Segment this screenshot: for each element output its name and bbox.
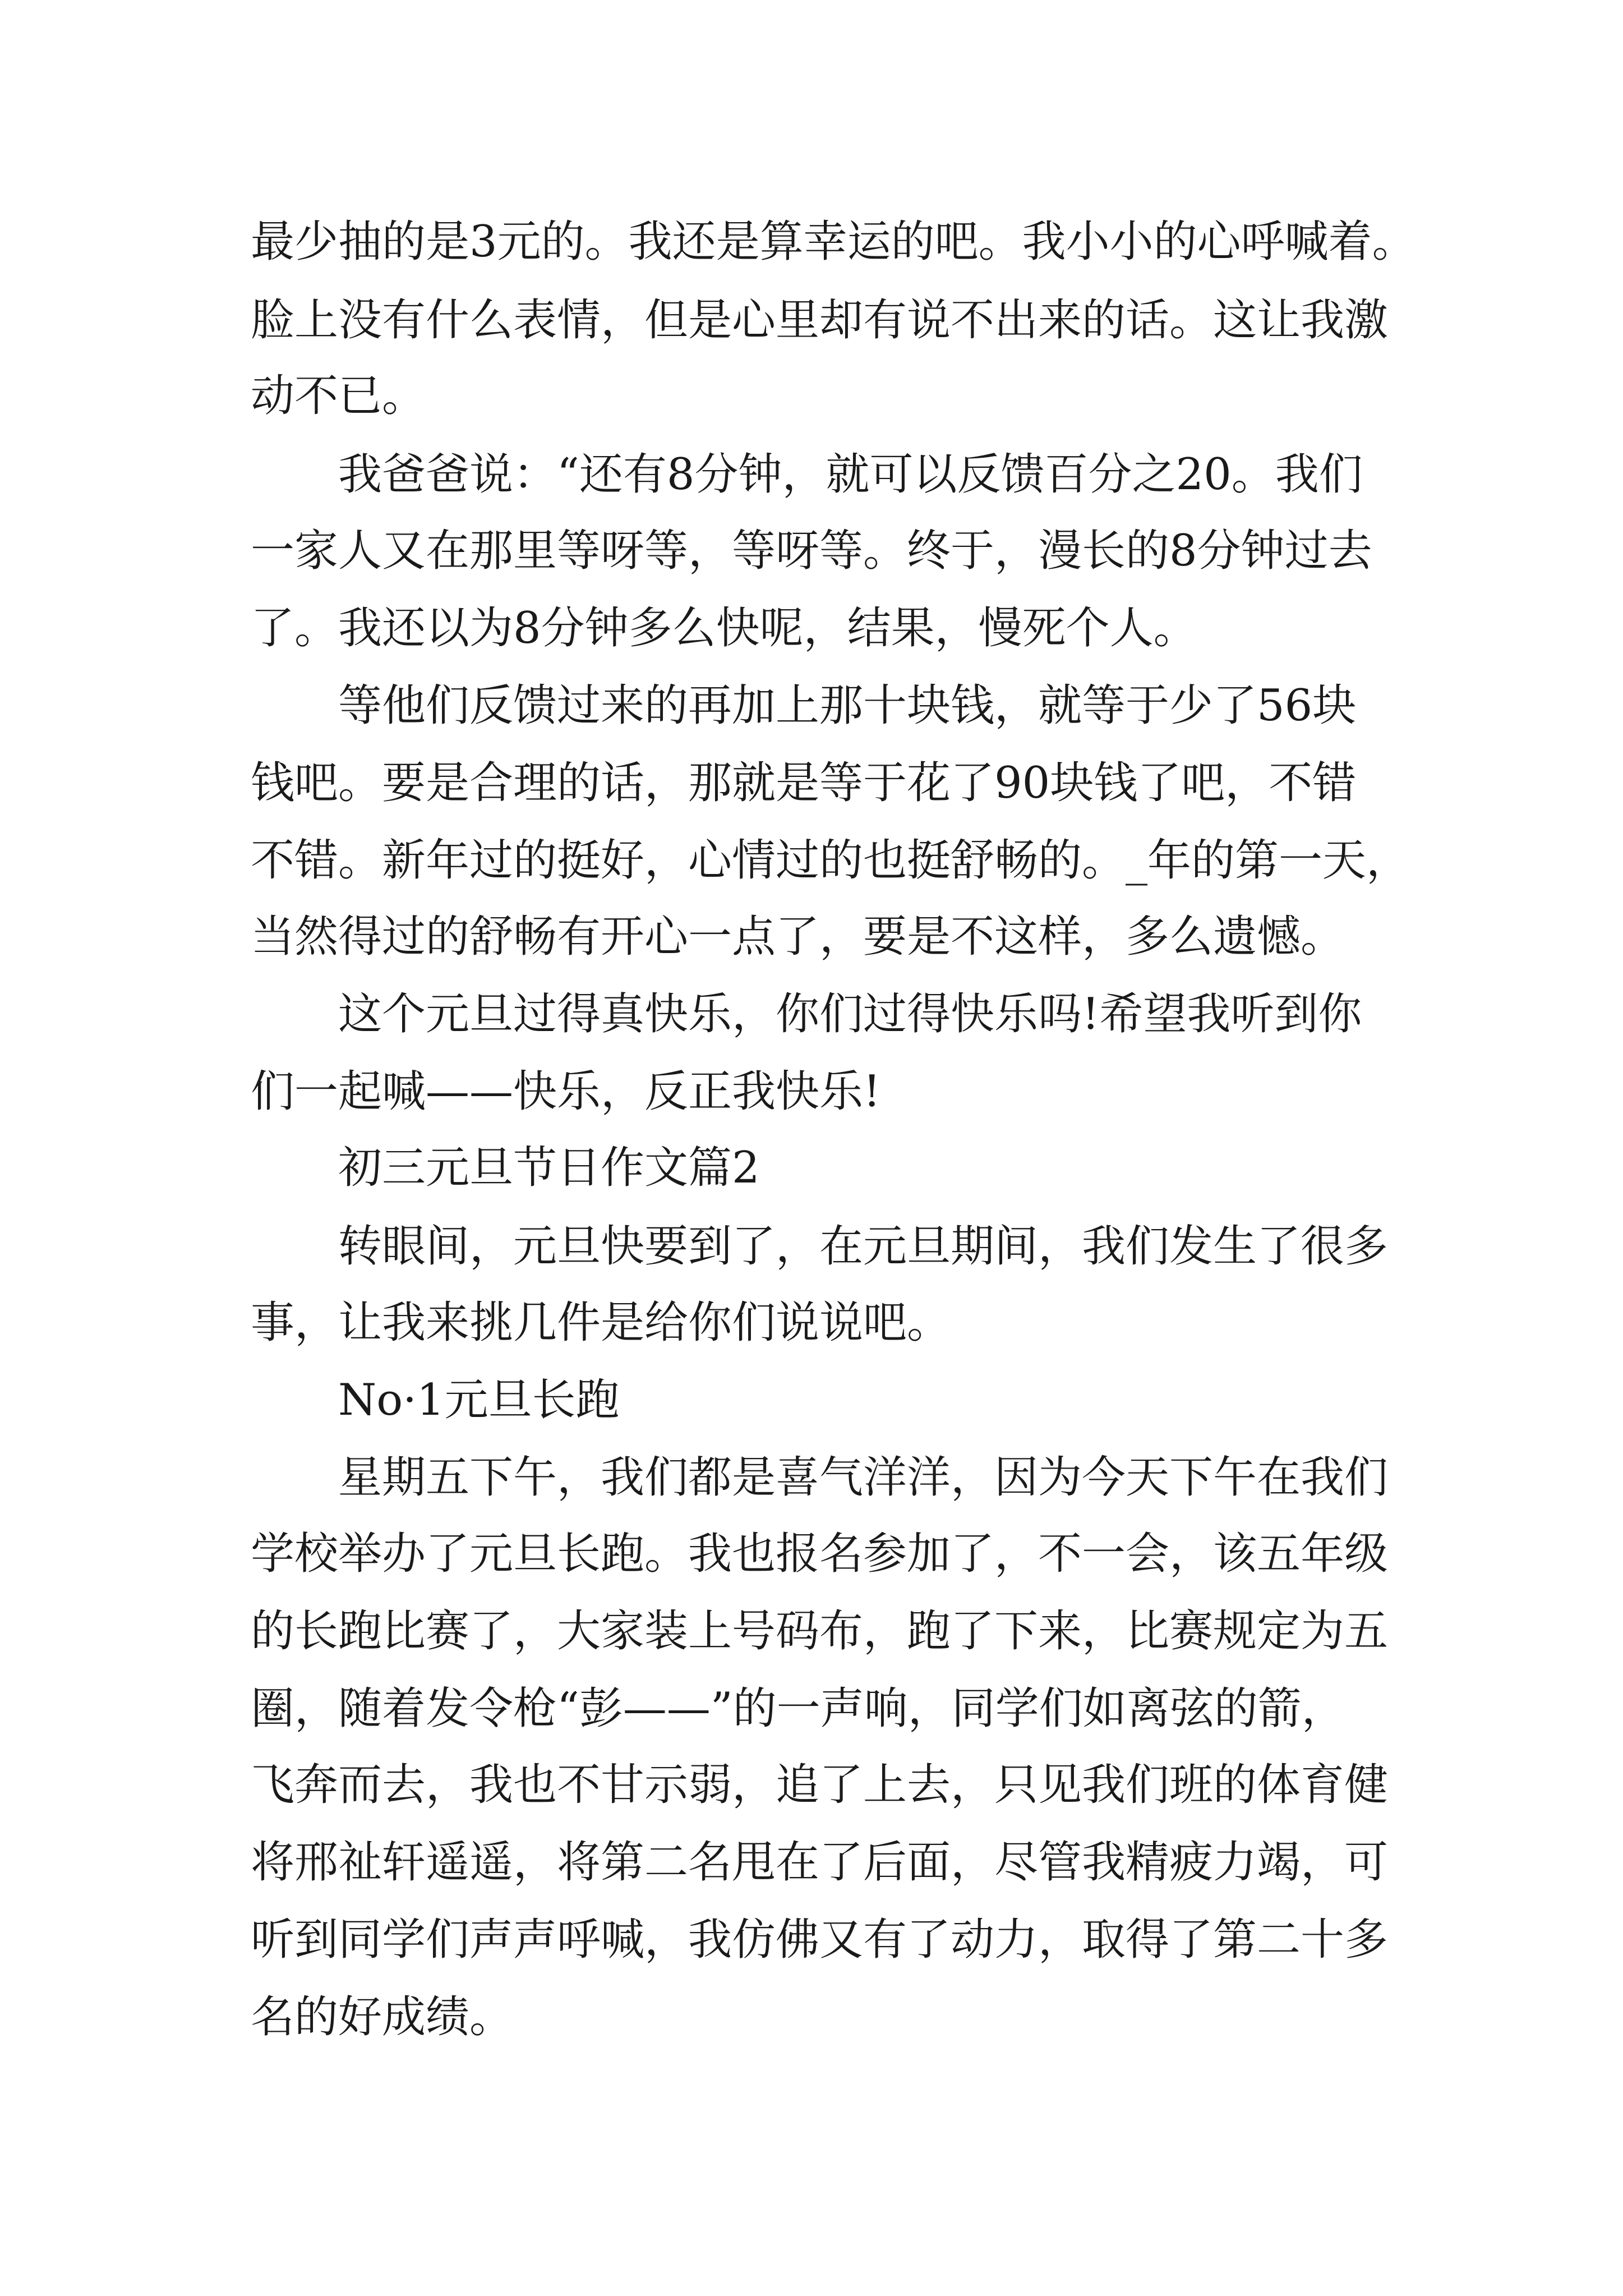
text-line: 将邢祉轩遥遥，将第二名甩在了后面，尽管我精疲力竭，可 <box>251 1837 1389 1888</box>
text-line: 我爸爸说：“还有8分钟，就可以反馈百分之20。我们 <box>338 449 1363 500</box>
text-line: 这个元旦过得真快乐，你们过得快乐吗!希望我听到你 <box>338 989 1362 1039</box>
text-line: 的长跑比赛了，大家装上号码布，跑了下来，比赛规定为五 <box>251 1606 1389 1657</box>
text-line: 钱吧。要是合理的话，那就是等于花了90块钱了吧，不错 <box>251 758 1357 808</box>
text-line: 等他们反馈过来的再加上那十块钱，就等于少了56块 <box>338 680 1357 731</box>
text-line: 飞奔而去，我也不甘示弱，追了上去，只见我们班的体育健 <box>251 1760 1389 1810</box>
text-line: 转眼间，元旦快要到了，在元旦期间，我们发生了很多 <box>338 1221 1389 1272</box>
text-line: 们一起喊——快乐，反正我快乐! <box>251 1066 881 1117</box>
text-line: 听到同学们声声呼喊，我仿佛又有了动力，取得了第二十多 <box>251 1915 1389 1965</box>
text-line: 一家人又在那里等呀等，等呀等。终于，漫长的8分钟过去 <box>251 526 1372 576</box>
text-line: 事，让我来挑几件是给你们说说吧。 <box>251 1297 951 1348</box>
text-line: 脸上没有什么表情，但是心里却有说不出来的话。这让我激 <box>251 295 1389 346</box>
subheading: No·1元旦长跑 <box>338 1375 620 1425</box>
text-line: 星期五下午，我们都是喜气洋洋，因为今天下午在我们 <box>338 1452 1389 1503</box>
text-line: 当然得过的舒畅有开心一点了，要是不这样，多么遗憾。 <box>251 912 1345 962</box>
text-line: 最少抽的是3元的。我还是算幸运的吧。我小小的心呼喊着。 <box>251 217 1416 267</box>
text-line: 动不已。 <box>251 371 426 421</box>
text-line: 了。我还以为8分钟多么快呢，结果，慢死个人。 <box>251 603 1197 654</box>
section-heading: 初三元旦节日作文篇2 <box>338 1143 760 1193</box>
text-line: 不错。新年过的挺好，心情过的也挺舒畅的。_年的第一天， <box>251 835 1410 886</box>
text-line: 圈，随着发令枪“彭——”的一声响，同学们如离弦的箭， <box>251 1683 1345 1734</box>
text-line: 名的好成绩。 <box>251 1992 514 2042</box>
text-line: 学校举办了元旦长跑。我也报名参加了，不一会，该五年级 <box>251 1529 1389 1579</box>
